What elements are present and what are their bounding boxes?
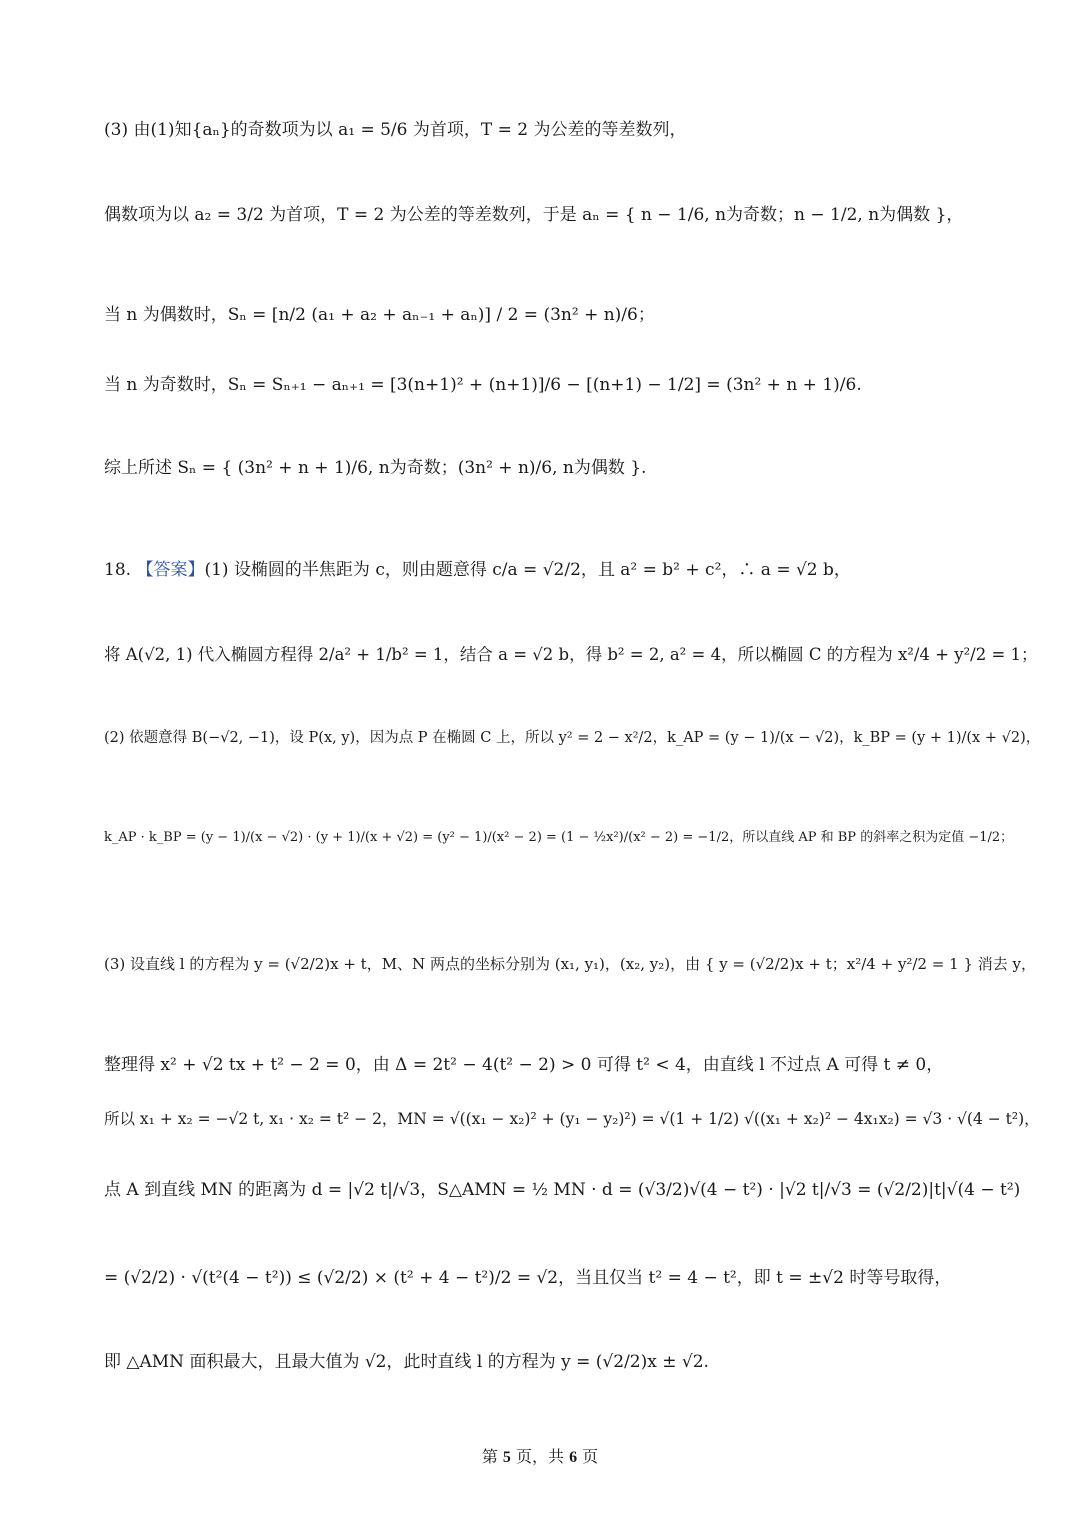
solution-line-q18-a [104,560,1040,580]
footer-suffix: 页 [577,1447,599,1466]
total-pages: 6 [569,1449,578,1466]
line-text: = (√2/2) · √(t²(4 − t²)) ≤ (√2/2) × (t² + 4 − t²)/2 = √2，当且仅当 t² = 4 − t²，即 t = ±√2 时等号取得， [104,1268,952,1288]
line-text: 即 △AMN 面积最大，且最大值为 √2，此时直线 l 的方程为 y = (√2/2)x ± √2. [104,1352,709,1372]
line-text: 综上所述 Sₙ = { (3n² + n + 1)/6, n为奇数；(3n² + n)/6, n为偶数 }. [104,458,647,478]
line-text: 点 A 到直线 MN 的距离为 d = |√2 t|/√3，S△AMN = ½ MN · d = (√3/2)√(4 − t²) · |√2 t|/√3 = (√2/2)|t|√(4 − t²) [104,1180,1021,1200]
line-text: 所以 x₁ + x₂ = −√2 t, x₁ · x₂ = t² − 2，MN = √((x₁ − x₂)² + (y₁ − y₂)²) = √(1 + 1/2) √((x₁ + x₂)² − 4x₁x₂) = √3 · √(4 − t²)， [104,1110,1040,1128]
line-text: 当 n 为奇数时，Sₙ = Sₙ₊₁ − aₙ₊₁ = [3(n+1)² + (n+1)]/6 − [(n+1) − 1/2] = (3n² + n + 1)/6. [104,375,862,395]
line-text: k_AP · k_BP = (y − 1)/(x − √2) · (y + 1)/(x + √2) = (y² − 1)/(x² − 2) = (1 − ½x²)/(x² − 2) = −1/2，所以直线 AP 和 BP 的斜率之积为定值 −1/2； [104,830,1014,845]
solution-line-q18-h [104,1180,1040,1200]
line-text: (1) 设椭圆的半焦距为 c，则由题意得 c/a = √2/2，且 a² = b² + c²，∴ a = √2 b， [204,560,851,580]
line-text: 整理得 x² + √2 tx + t² − 2 = 0，由 Δ = 2t² − 4(t² − 2) > 0 可得 t² < 4，由直线 l 不过点 A 可得 t ≠ 0， [104,1055,944,1075]
solution-line-q18-i [104,1268,1040,1288]
question-number: 18. [104,560,137,580]
current-page-number: 5 [502,1449,511,1466]
solution-line-q18-d [104,830,1040,846]
line-text: 偶数项为以 a₂ = 3/2 为首项，T = 2 为公差的等差数列，于是 aₙ = { n − 1/6, n为奇数；n − 1/2, n为偶数 }， [104,205,964,225]
answer-tag: 【答案】 [136,560,205,580]
solution-line-p3-e [104,458,1040,478]
line-text: (3) 设直线 l 的方程为 y = (√2/2)x + t，M、N 两点的坐标分别为 (x₁, y₁)，(x₂, y₂)，由 { y = (√2/2)x + t；x²/4 + y²/2 = 1 } 消去 y， [104,955,1036,973]
footer-middle: 页，共 [510,1447,570,1466]
solution-line-p3-d [104,375,1040,395]
solution-line-p3-c [104,305,1040,325]
solution-line-q18-g [104,1110,1040,1129]
solution-line-q18-f [104,1055,1040,1075]
solution-line-q18-c [104,730,1040,747]
line-text: (3) 由(1)知{aₙ}的奇数项为以 a₁ = 5/6 为首项，T = 2 为公差的等差数列， [104,120,687,140]
solution-line-q18-j [104,1352,1040,1372]
solution-line-q18-b [104,645,1040,665]
page-footer [0,1444,1080,1467]
solution-line-p3-a [104,120,1040,140]
footer-prefix: 第 [481,1447,503,1466]
line-text: 当 n 为偶数时，Sₙ = [n/2 (a₁ + a₂ + aₙ₋₁ + aₙ)] / 2 = (3n² + n)/6； [104,305,655,325]
solution-line-p3-b [104,205,1040,225]
line-text: (2) 依题意得 B(−√2, −1)，设 P(x, y)，因为点 P 在椭圆 C 上，所以 y² = 2 − x²/2，k_AP = (y − 1)/(x − √2)，k_BP = (y + 1)/(x + √2)， [104,730,1041,746]
solution-line-q18-e [104,955,1040,973]
line-text: 将 A(√2, 1) 代入椭圆方程得 2/a² + 1/b² = 1，结合 a = √2 b，得 b² = 2, a² = 4，所以椭圆 C 的方程为 x²/4 + y²/2 = 1； [104,645,1038,664]
